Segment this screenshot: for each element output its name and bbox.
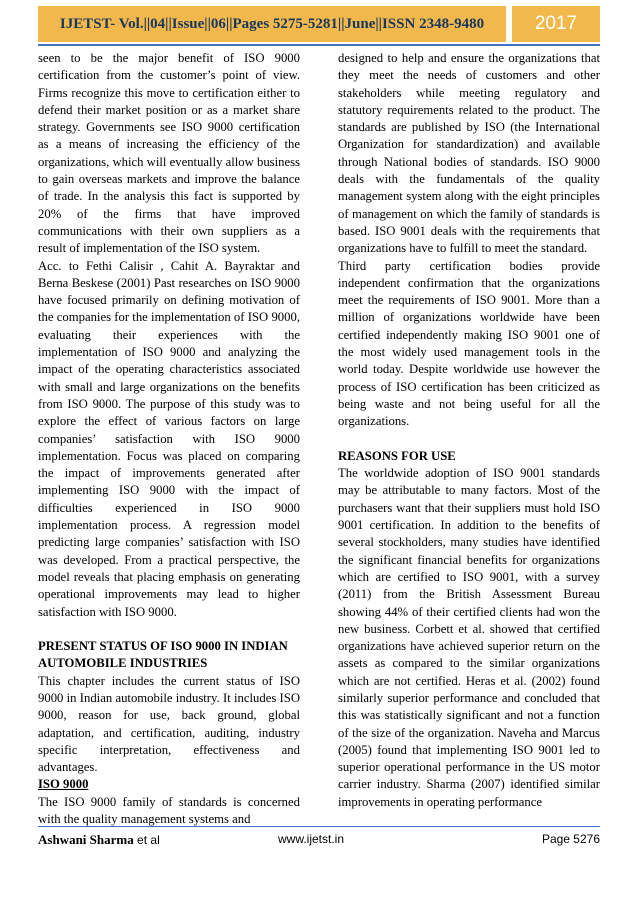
paragraph: The worldwide adoption of ISO 9001 standards may be attributable to many factors. Most of the purchasers want that their suppliers must hold ISO 9001 certification. In addition to the benefits of several stockholders, many studies have identified the significant financial benefits for organizations which are certified to ISO 9001, with a survey (2011) from the British Assessment Bureau showing 44% of their certified clients had won the new business. Corbett et al. showed that certified organizations have achieved superior return on the assets as compared to the similar organizations which are not certified. Heras et al. (2002) found similarly superior performance and concluded that this was statistically significant and not a function of the size of the organization. Naveha and Marcus (2005) found that implementing ISO 9001 led to superior operational performance in the US motor carrier industry. Sharma (2007) identified similar improvements in operating performance <box>338 466 600 809</box>
subsection-heading: ISO 9000 <box>38 777 89 792</box>
journal-title: IJETST- Vol.||04||Issue||06||Pages 5275-5281||June||ISSN 2348-9480 <box>38 6 506 42</box>
paragraph: designed to help and ensure the organizations that they meet the needs of customers and other stakeholders while meeting regulatory and statutory requirements related to the product. The standards are published by ISO (the International Organization for standardization) and available through National bodies of standards. ISO 9000 deals with the fundamentals of the quality management system along with the eight principles of management on which the family of standards is based. ISO 9001 deals with the requirements that organizations have to fulfill to meet the standard. <box>338 51 600 256</box>
paragraph: seen to be the major benefit of ISO 9000 certification from the customer’s point of view. Firms recognize this move to certification either to defend their market position or as a market share strategy. Governments see ISO 9000 certification as a means of increasing the efficiency of the organizations, which will eventually allow business to gain overseas markets and improve the balance of trade. In the analysis this fact is supported by 20% of the firms that have improved communications with their own suppliers as a result of implementation of the ISO system. <box>38 51 300 256</box>
paragraph: This chapter includes the current status of ISO 9000 in Indian automobile industry. It includes ISO 9000, reason for use, back ground, global adaptation, and certification, auditing, industry specific interpretation, effectiveness and advantages. <box>38 673 300 775</box>
header-divider <box>38 44 600 46</box>
author-suffix: et al <box>133 833 160 847</box>
paragraph: The ISO 9000 family of standards is concerned with the quality management systems and <box>38 794 300 827</box>
footer-url[interactable]: www.ijetst.in <box>278 832 345 846</box>
journal-year: 2017 <box>512 6 600 42</box>
left-column <box>38 50 300 828</box>
section-heading: PRESENT STATUS OF ISO 9000 IN INDIAN AUTOMOBILE INDUSTRIES <box>38 639 288 671</box>
page-number: Page 5276 <box>541 832 600 846</box>
paragraph: Third party certification bodies provide independent confirmation that the organizations meet the requirements of ISO 9001. More than a million of organizations worldwide have been certified independently making ISO 9001 one of the most widely used management tools in the world today. Despite worldwide use however the process of ISO certification has been criticized as being waste and not being useful for all the organizations. <box>338 258 600 429</box>
section-heading: REASONS FOR USE <box>338 448 456 463</box>
paragraph: Acc. to Fethi Calisir , Cahit A. Bayraktar and Berna Beskese (2001) Past researches on ISO 9000 have focused primarily on defining motivation of the companies for the implementation of ISO 9000, evaluating their experiences with the implementation of ISO 9000 and analyzing the impact of the operating characteristics associated with small and large organizations on the benefits from ISO 9000. The purpose of this study was to explore the effect of various factors on large companies’ satisfaction with ISO 9000 implementation. Focus was placed on comparing the impact of improvements generated after implementing ISO 9000 with the impact of difficulties experienced in ISO 9000 implementation process. A regression model predicting large companies’ satisfaction with ISO was developed. From a practical perspective, the model reveals that placing emphasis on generating operational improvements may lead to higher satisfaction with ISO 9000. <box>38 258 300 619</box>
right-column <box>338 50 600 811</box>
journal-header <box>38 6 600 42</box>
author-name: Ashwani Sharma <box>38 832 134 847</box>
footer-divider <box>38 826 600 827</box>
footer-author <box>38 832 160 848</box>
page-footer <box>38 832 600 852</box>
